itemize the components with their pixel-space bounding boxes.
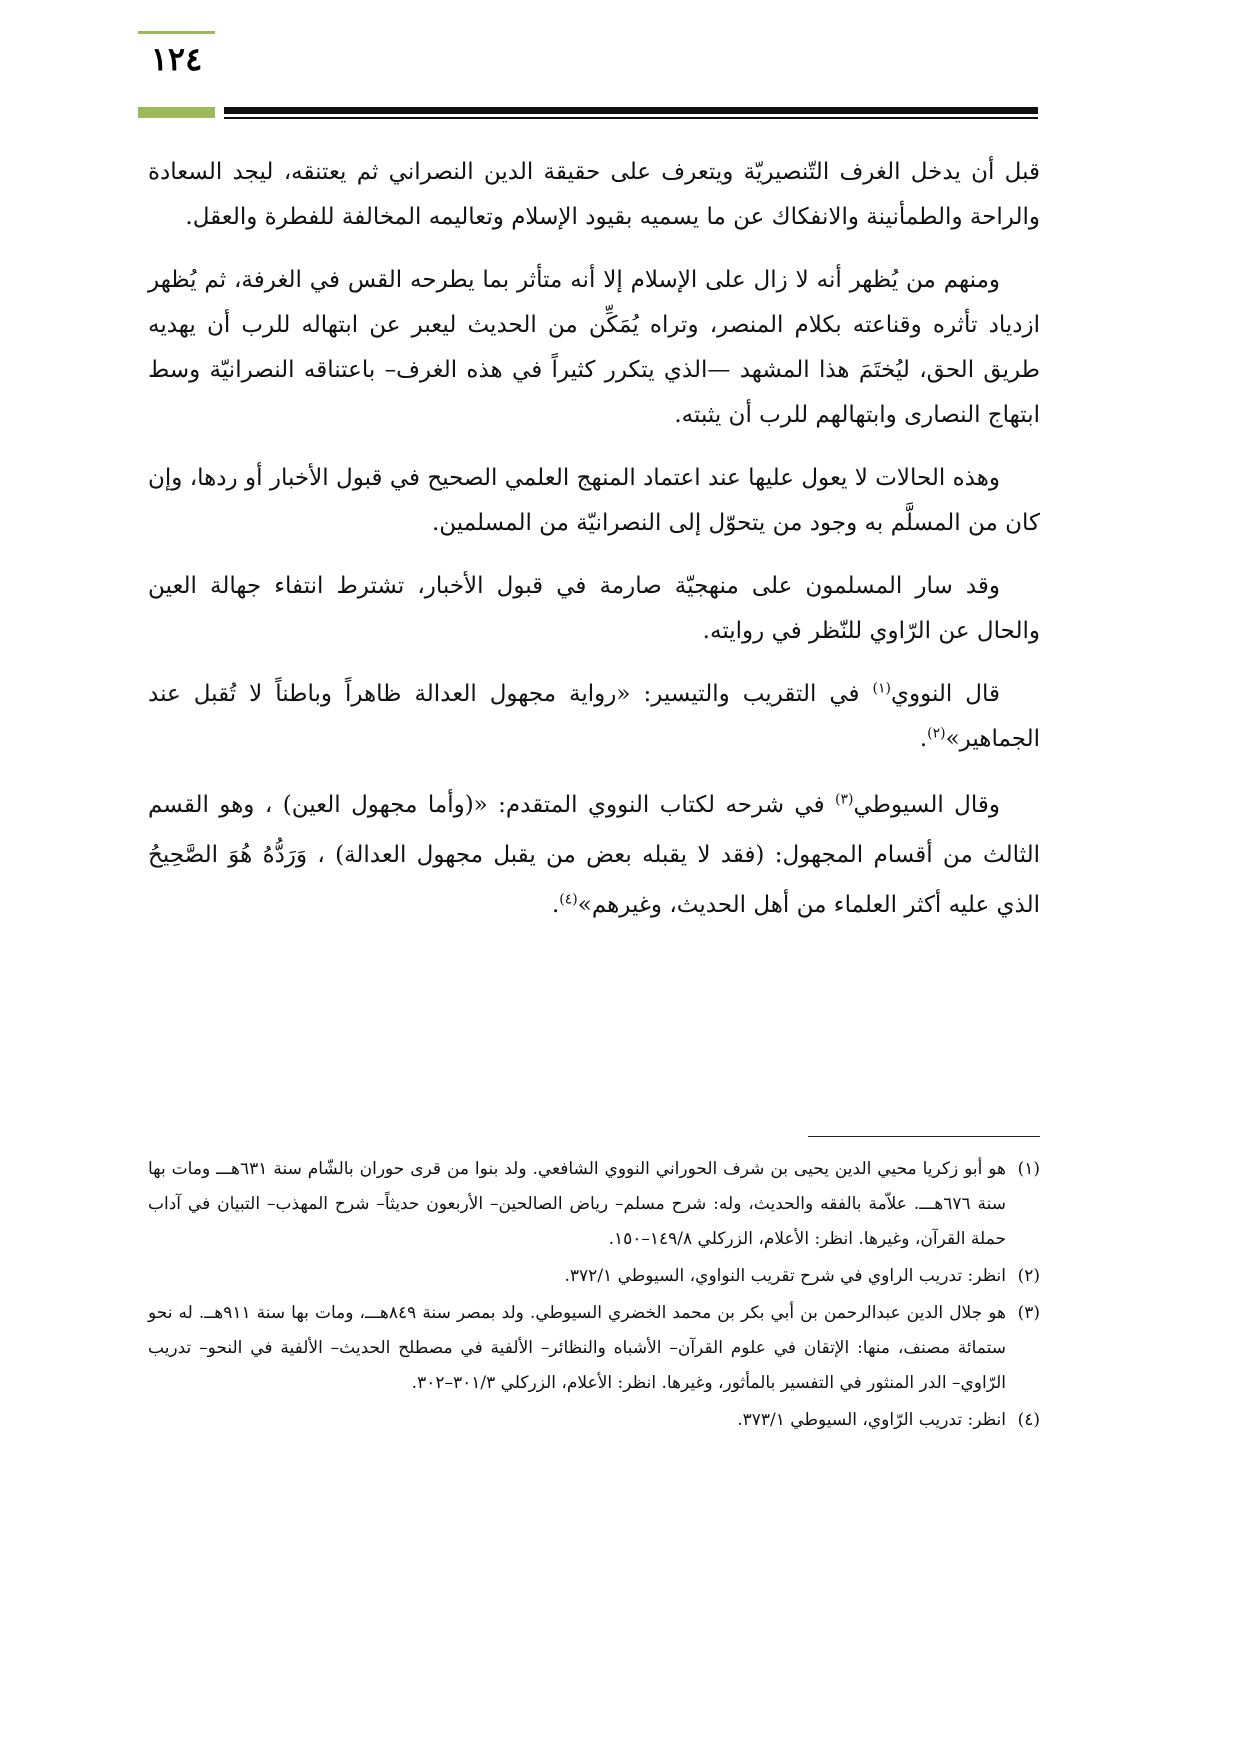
footnote-ref-1[interactable]: (١) xyxy=(872,680,891,697)
footnote-text: هو أبو زكريا محيي الدين يحيى بن شرف الحوراني النووي الشافعي. ولد بنوا من قرى حوران بالشّام سنة ٦٣١هـــ ومات بها سنة ٦٧٦هـــ. علاّمة بالفقه والحديث، وله: شرح مسلم– رياض الصالحين– الأربعون حديثاً– شرح المهذب– التبيان في آداب حملة القرآن، وغيرها. انظر: الأعلام، الزركلي ١٤٩/٨–١٥٠. xyxy=(148,1159,1006,1249)
page-number: ١٢٤ xyxy=(150,40,203,78)
footnote-1 xyxy=(148,1152,1040,1257)
footnote-ref-4[interactable]: (٤) xyxy=(559,891,578,908)
footnote-3 xyxy=(148,1296,1040,1401)
footnote-4 xyxy=(148,1403,1040,1438)
header-accent-bar-bottom xyxy=(138,107,215,118)
footnote-separator xyxy=(808,1136,1040,1137)
main-text xyxy=(148,150,1040,948)
footnote-text: انظر: تدريب الرّاوي، السيوطي ٣٧٣/١. xyxy=(737,1410,1006,1430)
footnotes xyxy=(148,1152,1040,1440)
footnote-text: هو جلال الدين عبدالرحمن بن أبي بكر بن محمد الخضري السيوطي. ولد بمصر سنة ٨٤٩هـــ، ومات بها سنة ٩١١هــ. له نحو ستمائة مصنف، منها: الإتقان في علوم القرآن– الأشباه والنظائر– الألفية في مصطلح الحديث– الألفية في النحو– تدريب الرّاوي– الدر المنثور في التفسير بالمأثور، وغيرها. انظر: الأعلام، الزركلي ٣٠١/٣–٣٠٢. xyxy=(148,1303,1006,1393)
footnote-number: (١) xyxy=(1017,1159,1040,1179)
footnote-text: انظر: تدريب الراوي في شرح تقريب النواوي، السيوطي ٣٧٢/١. xyxy=(564,1266,1006,1286)
header-rule-thick xyxy=(224,107,1038,114)
footnote-ref-2[interactable]: (٢) xyxy=(927,725,946,742)
footnote-ref-3[interactable]: (٣) xyxy=(835,791,854,808)
footnote-number: (٤) xyxy=(1017,1410,1040,1430)
paragraph-3: وهذه الحالات لا يعول عليها عند اعتماد المنهج العلمي الصحيح في قبول الأخبار أو ردها، وإن كان من المسلَّم به وجود من يتحوّل إلى النصرانيّة من المسلمين. xyxy=(148,465,1040,536)
paragraph-6-text-b: في شرحه لكتاب النووي المتقدم: «(وأما مجهول العين) ، وهو القسم الثالث من أقسام المجهول: (فقد لا يقبله بعض من يقبل مجهول العدالة) ، وَرَدُّهُ هُوَ الصَّحِيحُ الذي عليه أكثر العلماء من أهل الحديث، وغيرهم» xyxy=(148,792,1040,918)
footnote-number: (٣) xyxy=(1017,1303,1040,1323)
header-rule-thin xyxy=(224,117,1038,119)
paragraph-5 xyxy=(148,672,1040,762)
paragraph-2: ومنهم من يُظهر أنه لا زال على الإسلام إلا أنه متأثر بما يطرحه القس في الغرفة، ثم يُظهر ازدياد تأثره وقناعته بكلام المنصر، وتراه يُمَكِّن من الحديث ليعبر عن ابتهاله للرب أن يهديه طريق الحق، ليُختَمَ هذا المشهد —الذي يتكرر كثيراً في هذه الغرف– باعتناقه النصرانيّة وسط ابتهاج النصارى وابتهالهم للرب أن يثبته. xyxy=(148,267,1041,428)
footnote-number: (٢) xyxy=(1017,1266,1040,1286)
footnote-2 xyxy=(148,1259,1040,1294)
paragraph-6-text-c: . xyxy=(551,892,560,918)
page-header xyxy=(0,0,1240,130)
header-accent-bar-top xyxy=(138,31,215,34)
paragraph-6 xyxy=(148,780,1040,930)
paragraph-4: وقد سار المسلمون على منهجيّة صارمة في قبول الأخبار، تشترط انتفاء جهالة العين والحال عن الرّاوي للنّظر في روايته. xyxy=(148,573,1040,644)
paragraph-5-text-a: قال النووي xyxy=(890,681,1000,707)
paragraph-5-text-c: . xyxy=(919,726,928,752)
paragraph-5-text-b: في التقريب والتيسير: «رواية مجهول العدالة ظاهراً وباطناً لا تُقبل عند الجماهير» xyxy=(148,681,1040,752)
paragraph-1: قبل أن يدخل الغرف التّنصيريّة ويتعرف على حقيقة الدين النصراني ثم يعتنقه، ليجد السعادة والراحة والطمأنينة والانفكاك عن ما يسميه بقيود الإسلام وتعاليمه المخالفة للفطرة والعقل. xyxy=(148,159,1040,230)
paragraph-6-text-a: وقال السيوطي xyxy=(853,792,1000,818)
